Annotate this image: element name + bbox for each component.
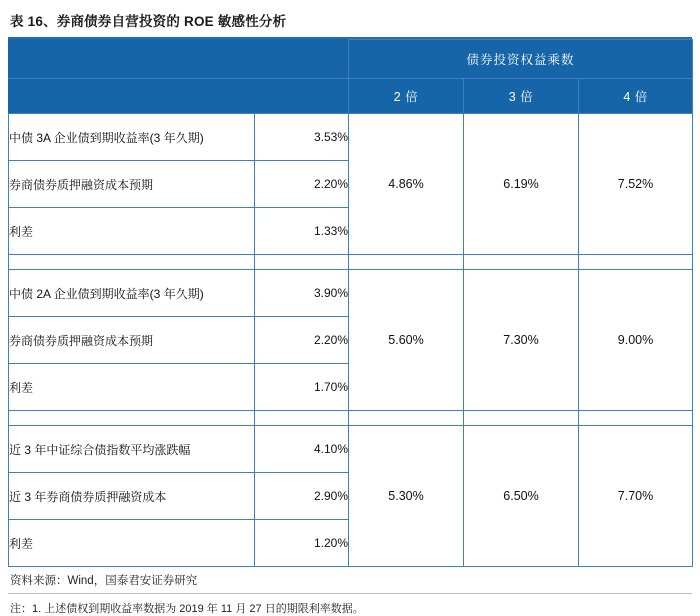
spacer-cell bbox=[579, 255, 693, 270]
roe-value-4x: 7.70% bbox=[579, 426, 693, 567]
header-group-label: 债券投资权益乘数 bbox=[349, 40, 693, 79]
spacer-cell bbox=[464, 411, 579, 426]
header-multiplier-4x: 4 倍 bbox=[579, 79, 693, 114]
roe-value-3x: 6.19% bbox=[464, 114, 579, 255]
table-row bbox=[9, 114, 693, 161]
row-value: 3.53% bbox=[255, 114, 349, 161]
roe-value-3x: 7.30% bbox=[464, 270, 579, 411]
footnote: 注：1. 上述债权到期收益率数据为 2019 年 11 月 27 日的期限利率数据。 bbox=[10, 603, 364, 615]
header-empty-corner-2 bbox=[9, 79, 349, 114]
row-label: 中债 2A 企业债到期收益率(3 年久期) bbox=[9, 270, 255, 317]
row-value: 1.70% bbox=[255, 364, 349, 411]
row-label: 利差 bbox=[9, 520, 255, 567]
spacer-cell bbox=[255, 411, 349, 426]
row-label: 中债 3A 企业债到期收益率(3 年久期) bbox=[9, 114, 255, 161]
row-value: 4.10% bbox=[255, 426, 349, 473]
roe-value-2x: 5.30% bbox=[349, 426, 464, 567]
row-label: 利差 bbox=[9, 364, 255, 411]
header-multiplier-3x: 3 倍 bbox=[464, 79, 579, 114]
table-header-group-row bbox=[9, 40, 693, 79]
row-label: 利差 bbox=[9, 208, 255, 255]
spacer-cell bbox=[9, 255, 255, 270]
spacer-cell bbox=[255, 255, 349, 270]
row-value: 2.90% bbox=[255, 473, 349, 520]
row-value: 1.20% bbox=[255, 520, 349, 567]
roe-value-3x: 6.50% bbox=[464, 426, 579, 567]
block-spacer bbox=[9, 411, 693, 426]
roe-value-4x: 9.00% bbox=[579, 270, 693, 411]
header-multiplier-2x: 2 倍 bbox=[349, 79, 464, 114]
row-label: 券商债券质押融资成本预期 bbox=[9, 317, 255, 364]
row-value: 1.33% bbox=[255, 208, 349, 255]
roe-value-4x: 7.52% bbox=[579, 114, 693, 255]
spacer-cell bbox=[579, 411, 693, 426]
table-header-sub-row bbox=[9, 79, 693, 114]
roe-sensitivity-table bbox=[8, 39, 693, 567]
spacer-cell bbox=[464, 255, 579, 270]
table-row bbox=[9, 270, 693, 317]
spacer-cell bbox=[349, 255, 464, 270]
row-value: 2.20% bbox=[255, 161, 349, 208]
roe-value-2x: 5.60% bbox=[349, 270, 464, 411]
row-value: 2.20% bbox=[255, 317, 349, 364]
spacer-cell bbox=[9, 411, 255, 426]
block-spacer bbox=[9, 255, 693, 270]
row-label: 近 3 年券商债券质押融资成本 bbox=[9, 473, 255, 520]
table-row bbox=[9, 426, 693, 473]
source-note: 资料来源：Wind，国泰君安证券研究 bbox=[10, 575, 198, 587]
footer-divider bbox=[8, 593, 692, 594]
row-value: 3.90% bbox=[255, 270, 349, 317]
row-label: 近 3 年中证综合债指数平均涨跌幅 bbox=[9, 426, 255, 473]
header-empty-corner bbox=[9, 40, 349, 79]
roe-value-2x: 4.86% bbox=[349, 114, 464, 255]
row-label: 券商债券质押融资成本预期 bbox=[9, 161, 255, 208]
page-title: 表 16、券商债券自营投资的 ROE 敏感性分析 bbox=[10, 14, 287, 29]
spacer-cell bbox=[349, 411, 464, 426]
